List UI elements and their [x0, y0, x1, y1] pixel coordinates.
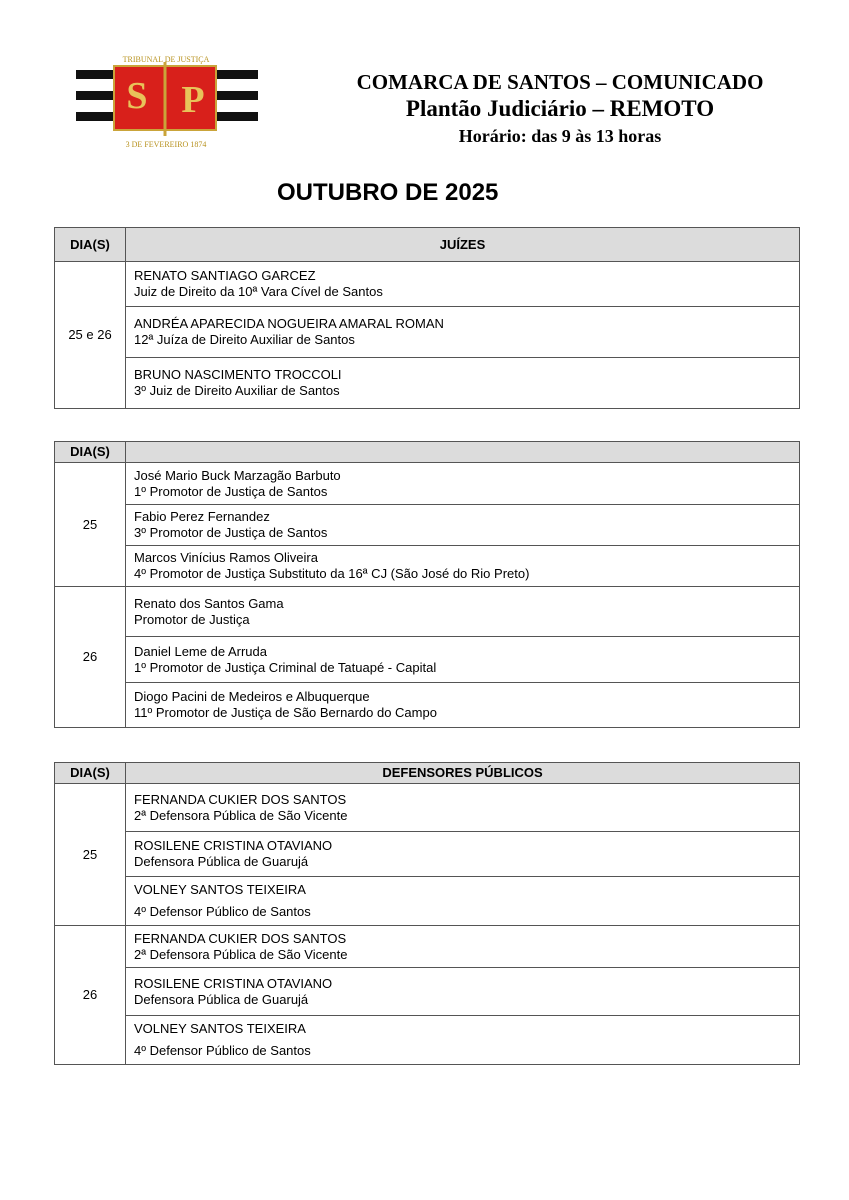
column-header-day: DIA(S): [55, 763, 126, 784]
person-name: FERNANDA CUKIER DOS SANTOS: [134, 930, 347, 946]
column-header-day: DIA(S): [55, 228, 126, 262]
person-role: 12ª Juíza de Direito Auxiliar de Santos: [134, 332, 355, 347]
person-cell: [126, 784, 800, 832]
logo-letter-p: P: [181, 79, 205, 121]
person-cell: [126, 358, 800, 409]
person-cell: [126, 926, 800, 968]
person-name: Fabio Perez Fernandez: [134, 509, 270, 524]
column-header-day: DIA(S): [55, 442, 126, 463]
defenders-table: [54, 762, 800, 1065]
day-cell: 26: [55, 587, 126, 728]
person-cell: [126, 262, 800, 307]
person-name: RENATO SANTIAGO GARCEZ: [134, 268, 316, 283]
header-title: COMARCA DE SANTOS – COMUNICADO: [356, 70, 764, 94]
day-cell: 26: [55, 926, 126, 1065]
person-role: 1º Promotor de Justiça de Santos: [134, 483, 328, 499]
page-title: OUTUBRO DE 2025: [277, 179, 499, 206]
person-cell: [126, 546, 800, 587]
person-cell: [126, 832, 800, 877]
person-role: 1º Promotor de Justiça Criminal de Tatuapé - Capital: [134, 659, 437, 675]
person-role: 4º Defensor Público de Santos: [134, 904, 311, 919]
person-name: José Mario Buck Marzagão Barbuto: [134, 467, 341, 483]
person-cell: [126, 968, 800, 1016]
person-cell: [126, 587, 800, 637]
person-name: ROSILENE CRISTINA OTAVIANO: [134, 975, 333, 991]
person-name: Diogo Pacini de Medeiros e Albuquerque: [134, 689, 370, 704]
judges-table: [54, 227, 800, 409]
person-cell: [126, 683, 800, 728]
person-cell: [126, 463, 800, 505]
prosecutors-table: [54, 441, 800, 728]
person-role: 2ª Defensora Pública de São Vicente: [134, 946, 348, 962]
person-name: ANDRÉA APARECIDA NOGUEIRA AMARAL ROMAN: [134, 316, 444, 331]
person-role: 3º Juiz de Direito Auxiliar de Santos: [134, 383, 340, 398]
person-role: 11º Promotor de Justiça de São Bernardo do Campo: [134, 705, 437, 720]
person-cell: [126, 307, 800, 358]
tribunal-logo: [76, 52, 258, 150]
person-name: FERNANDA CUKIER DOS SANTOS: [134, 791, 347, 807]
person-name: BRUNO NASCIMENTO TROCCOLI: [134, 367, 342, 382]
person-cell: [126, 505, 800, 546]
day-cell: 25: [55, 784, 126, 926]
person-role: Defensora Pública de Guarujá: [134, 854, 309, 869]
header-subtitle: Plantão Judiciário – REMOTO: [405, 96, 715, 121]
person-role: 4º Promotor de Justiça Substituto da 16ª CJ (São José do Rio Preto): [134, 566, 530, 581]
person-role: 3º Promotor de Justiça de Santos: [134, 525, 328, 540]
day-cell: 25: [55, 463, 126, 587]
header-hours: Horário: das 9 às 13 horas: [458, 126, 662, 146]
logo-letter-s: S: [126, 75, 148, 117]
person-cell: [126, 877, 800, 926]
person-role: Juiz de Direito da 10ª Vara Cível de Santos: [134, 284, 383, 299]
person-role: Defensora Pública de Guarujá: [134, 991, 309, 1007]
person-name: Daniel Leme de Arruda: [134, 643, 267, 659]
person-name: Marcos Vinícius Ramos Oliveira: [134, 550, 318, 565]
day-cell: 25 e 26: [55, 262, 126, 409]
person-role: Promotor de Justiça: [134, 611, 250, 627]
person-cell: [126, 637, 800, 683]
person-name: VOLNEY SANTOS TEIXEIRA: [134, 882, 306, 897]
person-role: 4º Defensor Público de Santos: [134, 1043, 311, 1058]
person-name: VOLNEY SANTOS TEIXEIRA: [134, 1021, 306, 1036]
person-name: ROSILENE CRISTINA OTAVIANO: [134, 838, 333, 853]
person-cell: [126, 1016, 800, 1065]
column-header-defenders: DEFENSORES PÚBLICOS: [126, 763, 800, 784]
person-name: Renato dos Santos Gama: [134, 595, 284, 611]
logo-bottom-text: 3 DE FEVEREIRO 1874: [125, 140, 207, 149]
person-role: 2ª Defensora Pública de São Vicente: [134, 807, 348, 823]
column-header-judges: JUÍZES: [126, 228, 800, 262]
logo-top-text: TRIBUNAL DE JUSTIÇA: [122, 55, 210, 64]
column-header-prosecutors: [126, 442, 800, 463]
